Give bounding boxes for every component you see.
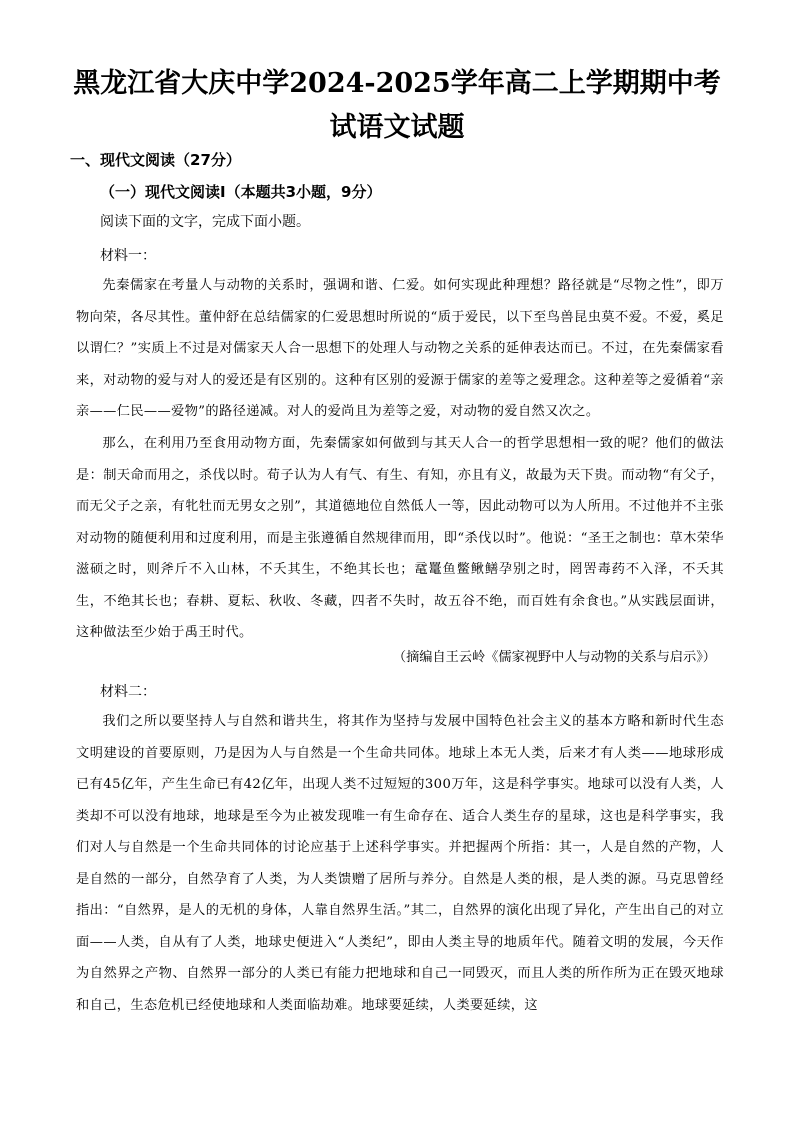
subsection-heading: （一）现代文阅读Ⅰ（本题共3小题，9分）: [100, 183, 382, 201]
material1-label: 材料一：: [100, 248, 156, 264]
material1-source: （摘编自王云岭《儒家视野中人与动物的关系与启示》）: [392, 650, 716, 665]
instruction-text: 阅读下面的文字，完成下面小题。: [100, 214, 310, 230]
document-title: 黑龙江省大庆中学2024-2025学年高二上学期期中考试语文试题: [73, 68, 721, 143]
material1-paragraph-2: 那么，在利用乃至食用动物方面，先秦儒家如何做到与其天人合一的哲学思想相一致的呢？他们的做法是：制天命而用之，杀伐以时。荀子认为人有气、有生、有知，亦且有义，故最为天下贵。而动物“有父子，而无父子之亲，有牝牡而无男女之别”，其道德地位自然低人一等，因此动物可以为人所用。不过他并不主张对动物的随便利用和过度利用，而是主张遵循自然规律而用，即“杀伐以时”。他说：“圣王之制也：草木荣华滋硕之时，则斧斤不入山林，不夭其生，不绝其长也；鼋鼍鱼鳖鳅鳝孕别之时，罔罟毒药不入泽，不夭其生，不绝其长也；春耕、夏耘、秋收、冬藏，四者不失时，故五谷不绝，而百姓有余食也。”从实践层面讲，这种做法至少始于禹王时代。: [76, 436, 724, 640]
section-heading: 一、现代文阅读（27分）: [70, 151, 241, 169]
material2-label: 材料二：: [100, 684, 156, 700]
material2-paragraph: 我们之所以要坚持人与自然和谐共生，将其作为坚持与发展中国特色社会主义的基本方略和新时代生态文明建设的首要原则，乃是因为人与自然是一个生命共同体。地球上本无人类，后来才有人类——地球形成已有45亿年，产生生命已有42亿年，出现人类不过短短的300万年，这是科学事实。地球可以没有人类，人类却不可以没有地球，地球是至今为止被发现唯一有生命存在、适合人类生存的星球，这也是科学事实，我们对人与自然是一个生命共同体的讨论应基于上述科学事实。并把握两个所指：其一，人是自然的产物，人是自然的一部分，自然孕育了人类，为人类馈赠了居所与养分。自然是人类的根，是人类的源。马克思曾经指出：“自然界，是人的无机的身体，人靠自然界生活。”其二，自然界的演化出现了异化，产生出自己的对立面——人类，自从有了人类，地球史便进入“人类纪”，即由人类主导的地质年代。随着文明的发展，今天作为自然界之产物、自然界一部分的人类已有能力把地球和自己一同毁灭，而且人类的所作所为正在毁灭地球和自己，生态危机已经使地球和人类面临劫难。地球要延续，人类要延续，这: [76, 714, 724, 1013]
material1-paragraph-1: 先秦儒家在考量人与动物的关系时，强调和谐、仁爱。如何实现此种理想？路径就是“尽物之性”，即万物向荣，各尽其性。董仲舒在总结儒家的仁爱思想时所说的“质于爱民，以下至鸟兽昆虫莫不爱。不爱，奚足以谓仁？”实质上不过是对儒家天人合一思想下的处理人与动物之关系的延伸表达而已。不过，在先秦儒家看来，对动物的爱与对人的爱还是有区别的。这种有区别的爱源于儒家的差等之爱理念。这种差等之爱循着“亲亲——仁民——爱物”的路径递减。对人的爱尚且为差等之爱，对动物的爱自然又次之。: [76, 278, 724, 419]
